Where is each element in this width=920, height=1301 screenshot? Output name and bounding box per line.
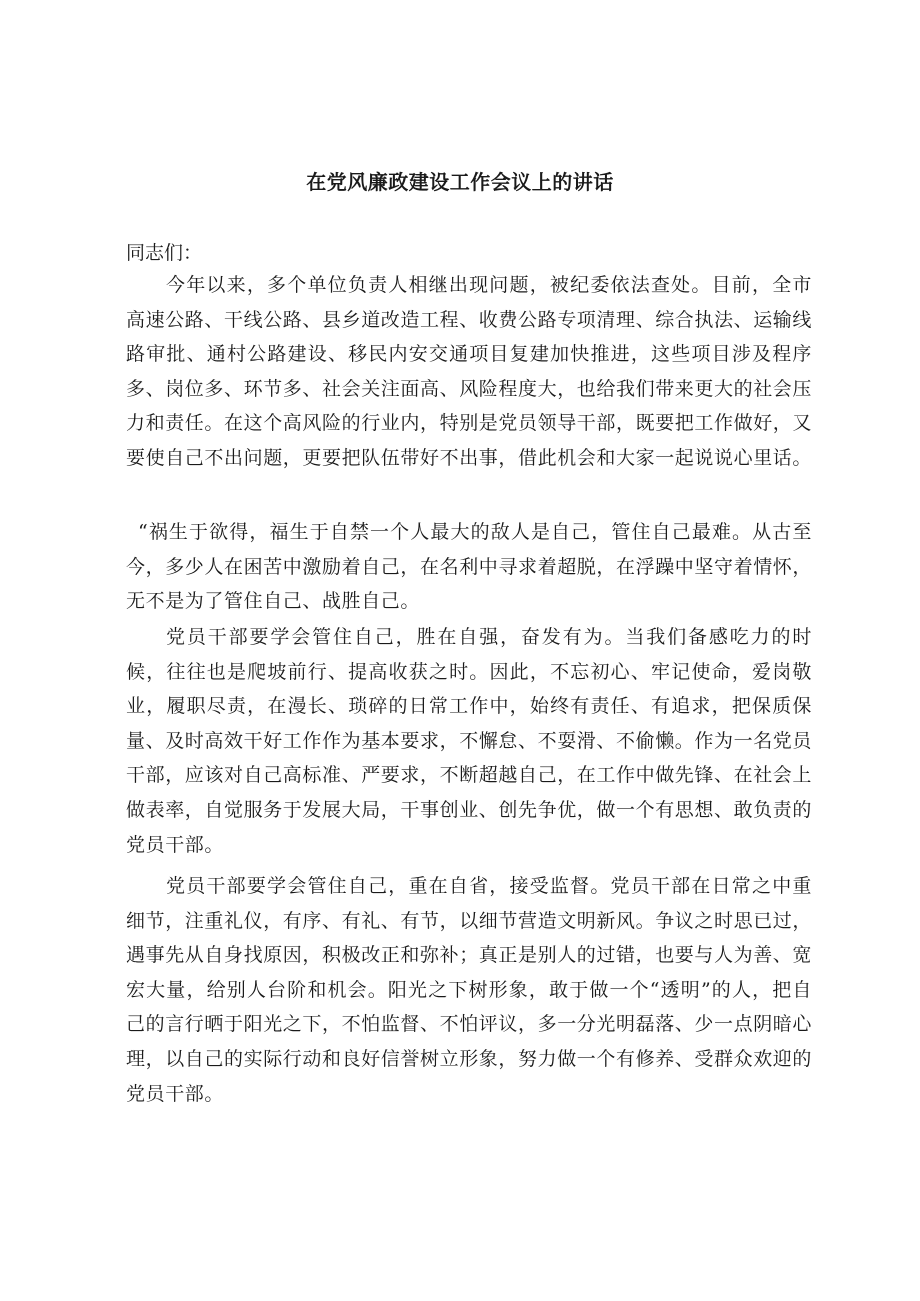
paragraph-2: “祸生于欲得，福生于自禁一个人最大的敌人是自己，管住自己最难。从古至今，多少人在困苦中激励着自己，在名利中寻求着超脱，在浮躁中坚守着情怀，无不是为了管住自己、战胜自己。 [126,521,813,613]
paragraph-1: 今年以来，多个单位负责人相继出现问题，被纪委依法查处。目前，全市高速公路、干线公路、县乡道改造工程、收费公路专项清理、综合执法、运输线路审批、通村公路建设、移民内安交通项目复建加快推进，这些项目涉及程序多、岗位多、环节多、社会关注面高、风险程度大，也给我们带来更大的社会压力和责任。在这个高风险的行业内，特别是党员领导干部，既要把工作做好，又要使自己不出问题，更要把队伍带好不出事，借此机会和大家一起说说心里话。 [126,274,813,469]
paragraph-4: 党员干部要学会管住自己，重在自省，接受监督。党员干部在日常之中重细节，注重礼仪，有序、有礼、有节，以细节营造文明新风。争议之时思已过，遇事先从自身找原因，积极改正和弥补；真正是别人的过错，也要与人为善、宽宏大量，给别人台阶和机会。阳光之下树形象，敢于做一个“透明”的人，把自己的言行晒于阳光之下，不怕监督、不怕评议，多一分光明磊落、少一点阴暗心理，以自己的实际行动和良好信誉树立形象，努力做一个有修养、受群众欢迎的党员干部。 [126,875,813,1105]
paragraph-3: 党员干部要学会管住自己，胜在自强，奋发有为。当我们备感吃力的时候，往往也是爬坡前行、提高收获之时。因此，不忘初心、牢记使命，爱岗敬业，履职尽责，在漫长、琐碎的日常工作中，始终有责任、有追求，把保质保量、及时高效干好工作作为基本要求，不懈怠、不耍滑、不偷懒。作为一名党员干部，应该对自己高标准、严要求，不断超越自己，在工作中做先锋、在社会上做表率，自觉服务于发展大局，干事创业、创先争优，做一个有思想、敢负责的党员干部。 [126,626,813,856]
document-title: 在党风廉政建设工作会议上的讲话 [306,170,614,194]
salutation: 同志们： [126,242,203,264]
